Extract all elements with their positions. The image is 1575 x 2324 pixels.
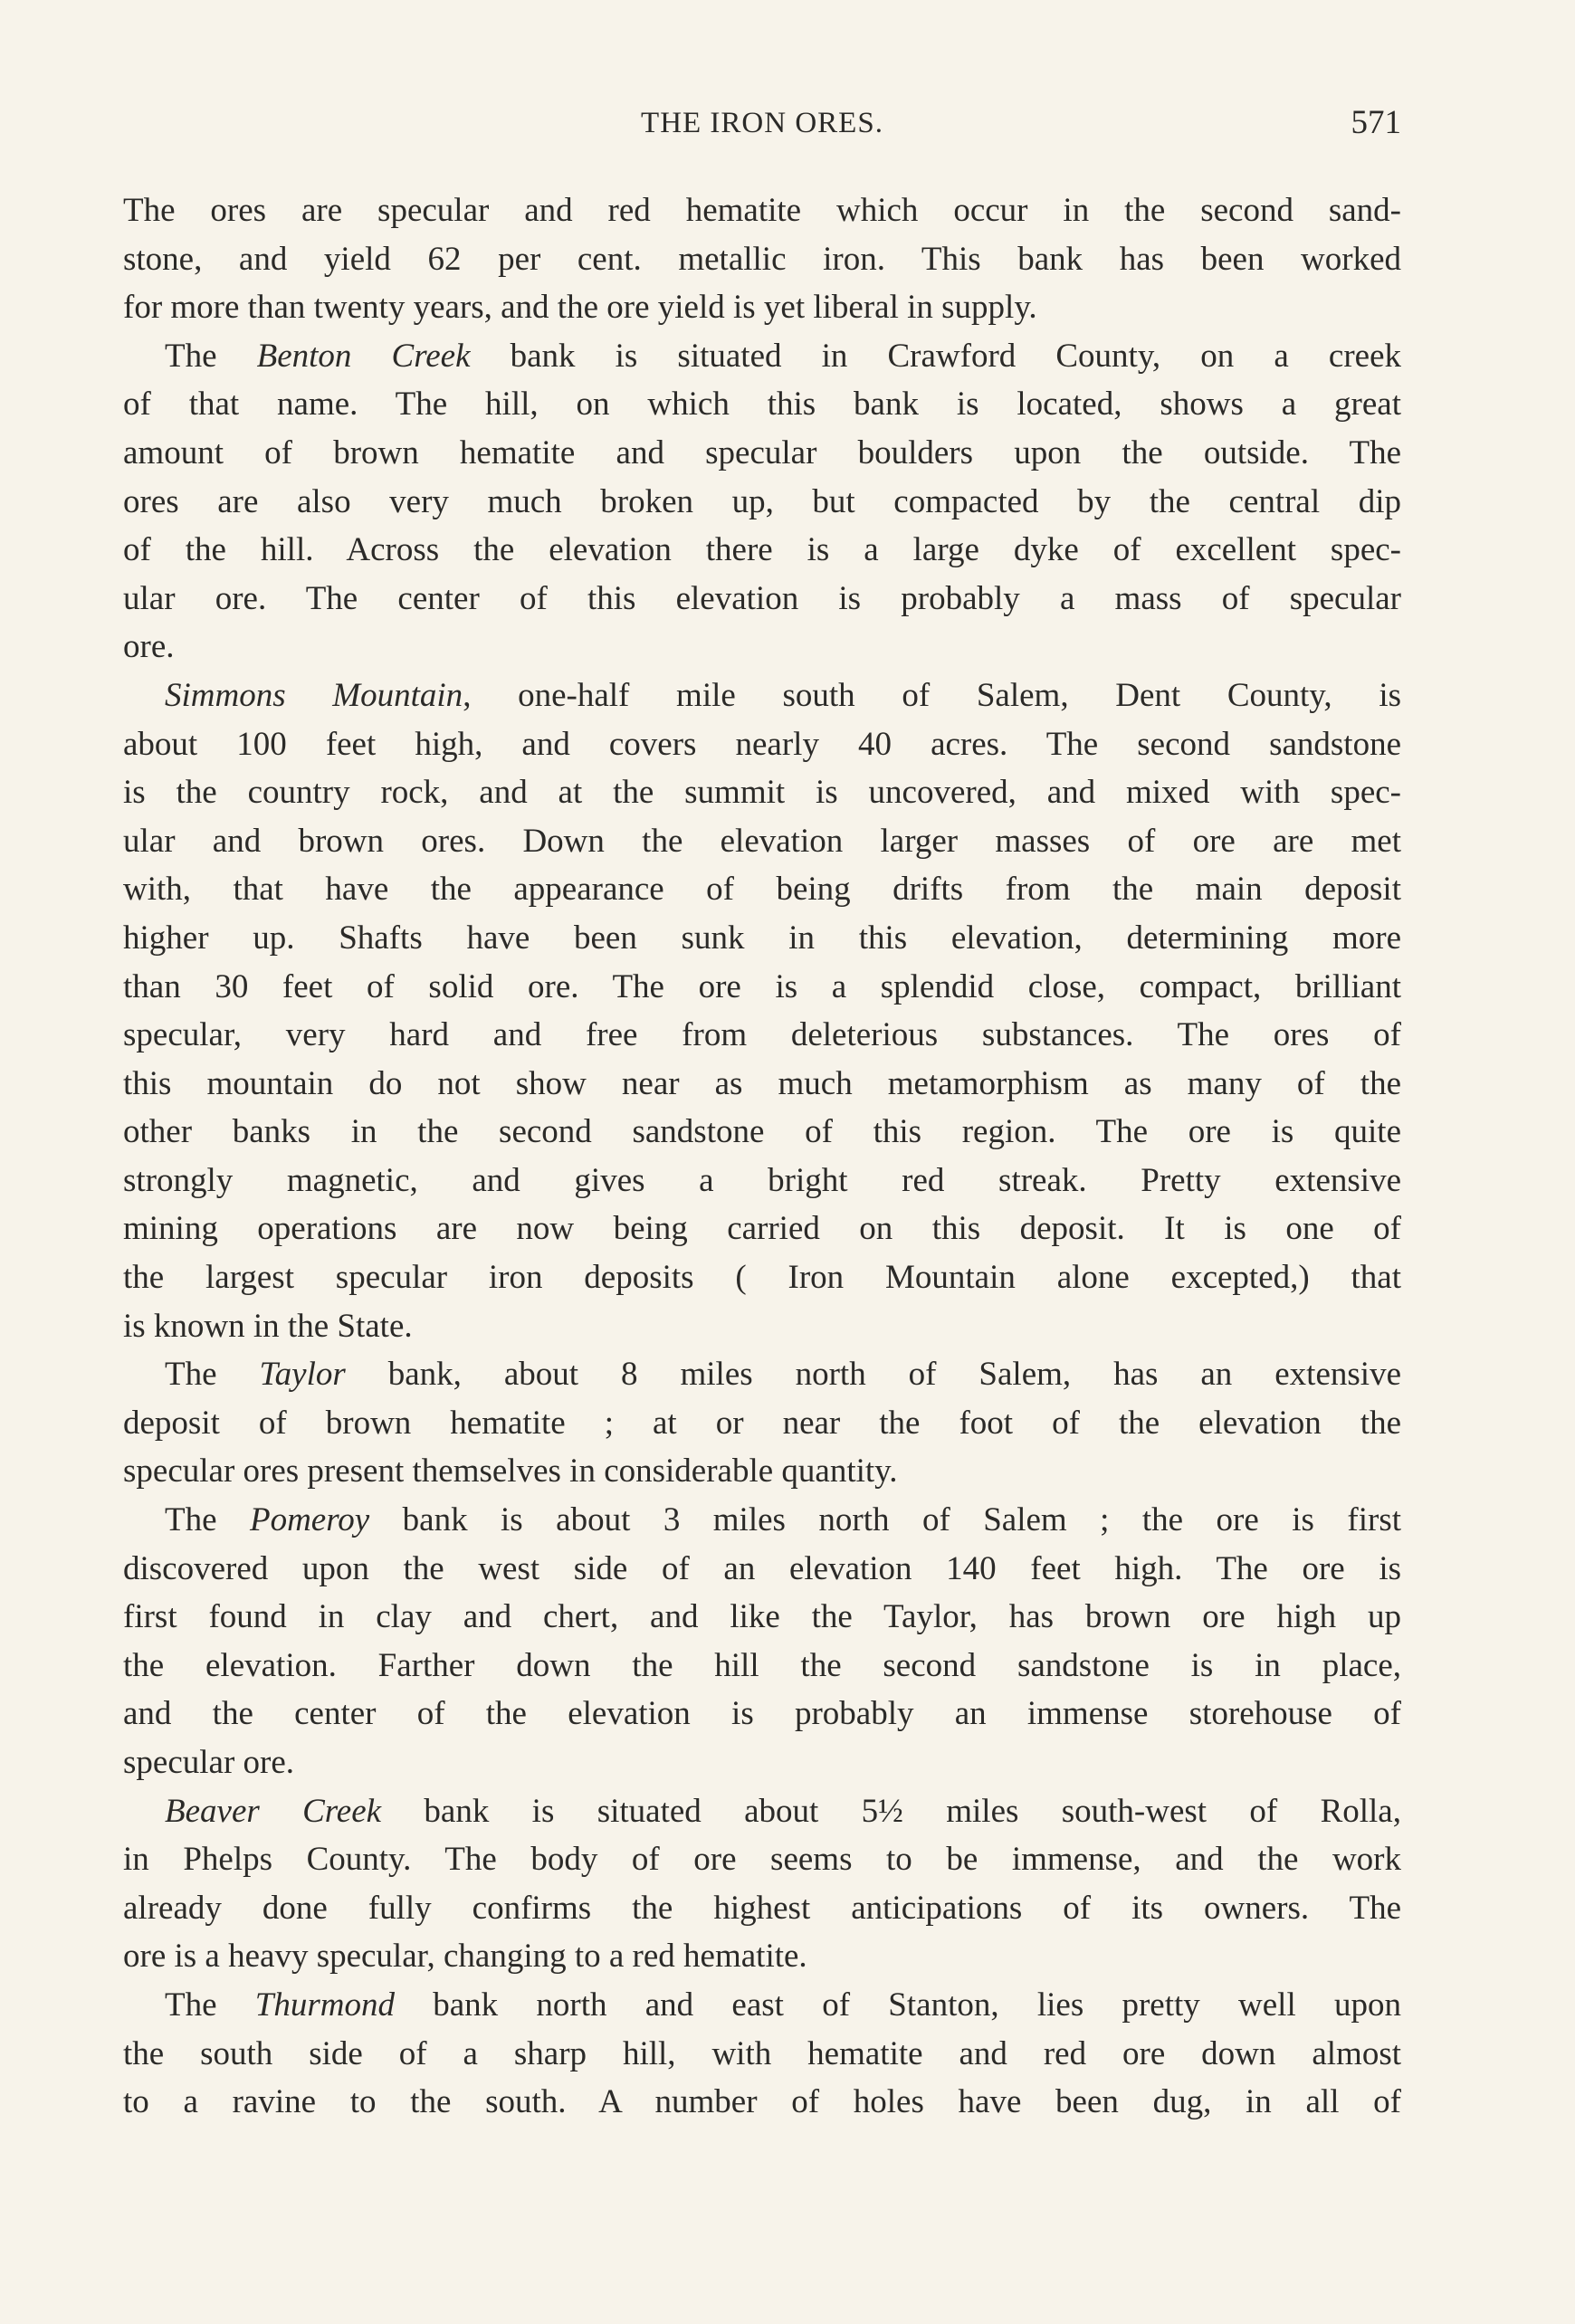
text-line xyxy=(123,1350,1401,1399)
text-line xyxy=(123,720,1401,769)
text-line xyxy=(123,283,1401,332)
page-header xyxy=(123,101,1401,150)
text-line xyxy=(123,1835,1401,1884)
text-segment: specular ore. xyxy=(123,1744,295,1781)
page-number: 571 xyxy=(1351,104,1401,141)
italic-bank-name: Thurmond xyxy=(254,1986,395,2024)
text-line xyxy=(123,1642,1401,1691)
paragraph xyxy=(123,1981,1401,2127)
text-line xyxy=(123,235,1401,284)
text-line xyxy=(123,914,1401,963)
italic-bank-name: Pomeroy xyxy=(249,1501,370,1539)
text-segment: stone, and yield 62 per cent. metallic iron. This bank has been worked xyxy=(123,240,1401,278)
text-segment: The ores are specular and red hematite which occur in the second sand- xyxy=(123,192,1401,229)
text-segment: the largest specular iron deposits ( Iron Mountain alone excepted,) that xyxy=(123,1259,1401,1297)
text-line xyxy=(123,380,1401,429)
text-line xyxy=(123,671,1401,720)
text-segment: the elevation. Farther down the hill the second sandstone is in place, xyxy=(123,1646,1401,1684)
text-line xyxy=(123,332,1401,381)
text-line xyxy=(123,1302,1401,1351)
text-segment: The xyxy=(165,1986,255,2024)
text-segment: The xyxy=(165,1356,260,1394)
text-segment: already done fully confirms the highest anticipations of its owners. The xyxy=(123,1889,1401,1927)
text-segment: mining operations are now being carried on this deposit. It is one of xyxy=(123,1210,1401,1248)
text-line xyxy=(123,1253,1401,1302)
text-segment: bank is about 3 miles north of Salem ; the ore is first xyxy=(369,1501,1401,1539)
text-line xyxy=(123,1690,1401,1738)
text-segment: and the center of the elevation is probably an immense storehouse of xyxy=(123,1695,1401,1733)
text-segment: the south side of a sharp hill, with hematite and red ore down almost xyxy=(123,2034,1401,2072)
text-line xyxy=(123,1060,1401,1109)
text-segment: this mountain do not show near as much metamorphism as many of the xyxy=(123,1064,1401,1102)
text-segment: The xyxy=(165,1501,250,1539)
paragraph xyxy=(123,1787,1401,1981)
text-line xyxy=(123,1545,1401,1594)
text-segment: amount of brown hematite and specular boulders upon the outside. The xyxy=(123,433,1401,471)
text-line xyxy=(123,2030,1401,2079)
text-segment: specular, very hard and free from deleterious substances. The ores of xyxy=(123,1016,1401,1054)
text-segment: of the hill. Across the elevation there is a large dyke of excellent spec- xyxy=(123,531,1401,569)
text-line xyxy=(123,429,1401,478)
text-segment: in Phelps County. The body of ore seems to be immense, and the work xyxy=(123,1841,1401,1879)
text-line xyxy=(123,1399,1401,1448)
text-segment: discovered upon the west side of an elevation 140 feet high. The ore is xyxy=(123,1549,1401,1587)
text-line xyxy=(123,1738,1401,1787)
text-line xyxy=(123,1157,1401,1205)
paragraph xyxy=(123,671,1401,1350)
text-line xyxy=(123,478,1401,527)
text-line xyxy=(123,1205,1401,1253)
paragraph xyxy=(123,332,1401,671)
text-segment: is known in the State. xyxy=(123,1307,413,1345)
text-line xyxy=(123,963,1401,1012)
text-segment: ore. xyxy=(123,628,175,666)
text-line xyxy=(123,526,1401,575)
text-segment: bank, about 8 miles north of Salem, has an extensive xyxy=(345,1356,1401,1394)
text-segment: than 30 feet of solid ore. The ore is a splendid close, compact, brilliant xyxy=(123,967,1401,1005)
text-line xyxy=(123,1593,1401,1642)
text-segment: strongly magnetic, and gives a bright red streak. Pretty extensive xyxy=(123,1161,1401,1199)
paragraph xyxy=(123,1350,1401,1496)
text-line xyxy=(123,1932,1401,1981)
text-line xyxy=(123,1884,1401,1933)
text-line xyxy=(123,186,1401,235)
text-segment: higher up. Shafts have been sunk in this elevation, determining more xyxy=(123,919,1401,957)
text-line xyxy=(123,768,1401,817)
text-line xyxy=(123,2078,1401,2127)
text-segment: ores are also very much broken up, but compacted by the central dip xyxy=(123,482,1401,520)
text-segment: , one-half mile south of Salem, Dent County, is xyxy=(463,676,1402,714)
text-line xyxy=(123,1108,1401,1157)
text-line xyxy=(123,575,1401,624)
text-segment: with, that have the appearance of being drifts from the main deposit xyxy=(123,871,1401,909)
paragraph xyxy=(123,1496,1401,1787)
text-segment: to a ravine to the south. A number of holes have been dug, in all of xyxy=(123,2083,1401,2121)
text-segment: of that name. The hill, on which this bank is located, shows a great xyxy=(123,386,1401,424)
body-text xyxy=(123,186,1401,2127)
text-segment: ular ore. The center of this elevation is probably a mass of specular xyxy=(123,579,1401,617)
running-title: THE IRON ORES. xyxy=(641,107,883,139)
text-segment: first found in clay and chert, and like the Taylor, has brown ore high up xyxy=(123,1598,1401,1636)
text-segment: bank north and east of Stanton, lies pretty well upon xyxy=(394,1986,1401,2024)
text-segment: other banks in the second sandstone of this region. The ore is quite xyxy=(123,1113,1401,1151)
text-line xyxy=(123,1011,1401,1060)
text-line xyxy=(123,817,1401,866)
text-segment: bank is situated in Crawford County, on a creek xyxy=(470,337,1401,375)
text-segment: is the country rock, and at the summit is uncovered, and mixed with spec- xyxy=(123,774,1401,812)
text-line xyxy=(123,1496,1401,1545)
italic-bank-name: Beaver Creek xyxy=(165,1792,382,1830)
text-line xyxy=(123,865,1401,914)
text-line xyxy=(123,1787,1401,1836)
italic-bank-name: Simmons Mountain xyxy=(165,676,463,714)
text-segment: deposit of brown hematite ; at or near the foot of the elevation the xyxy=(123,1404,1401,1442)
text-line xyxy=(123,623,1401,671)
text-segment: for more than twenty years, and the ore yield is yet liberal in supply. xyxy=(123,289,1037,327)
text-line xyxy=(123,1981,1401,2030)
text-segment: specular ores present themselves in considerable quantity. xyxy=(123,1452,898,1491)
paragraph xyxy=(123,186,1401,332)
italic-bank-name: Taylor xyxy=(259,1356,346,1394)
text-segment: bank is situated about 5½ miles south-west of Rolla, xyxy=(381,1792,1401,1830)
text-line xyxy=(123,1447,1401,1496)
text-segment: about 100 feet high, and covers nearly 40 acres. The second sandstone xyxy=(123,725,1401,763)
text-segment: ore is a heavy specular, changing to a red hematite. xyxy=(123,1938,807,1976)
text-segment: The xyxy=(165,337,257,375)
italic-bank-name: Benton Creek xyxy=(256,337,471,375)
text-segment: ular and brown ores. Down the elevation larger masses of ore are met xyxy=(123,822,1401,860)
